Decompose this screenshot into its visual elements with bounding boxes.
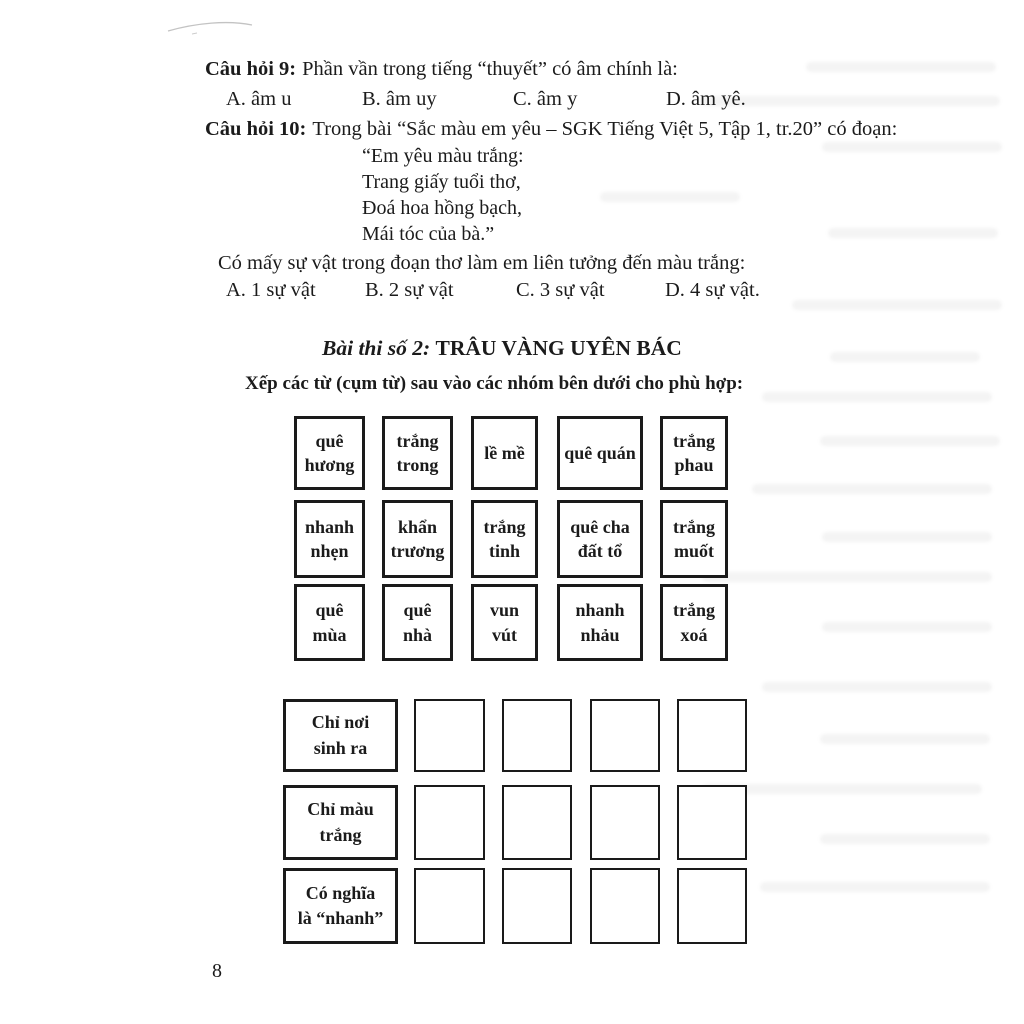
answer-slot <box>677 868 747 944</box>
word-card: quê cha đất tổ <box>557 500 643 578</box>
poem-line-1: “Em yêu màu trắng: <box>362 145 524 167</box>
answer-slot <box>502 785 572 860</box>
word-card: trắng xoá <box>660 584 728 661</box>
question-9-option-b: B. âm uy <box>362 88 437 110</box>
answer-slot <box>590 699 660 772</box>
question-10-label: Câu hỏi 10: <box>205 118 307 140</box>
question-10-line <box>205 117 897 143</box>
bleed-through-artifact <box>760 882 990 892</box>
question-10-option-a: A. 1 sự vật <box>226 279 316 301</box>
answer-slot <box>590 868 660 944</box>
word-card: nhanh nhảu <box>557 584 643 661</box>
bleed-through-artifact <box>600 192 740 202</box>
question-9-line <box>205 57 678 83</box>
word-card: quê nhà <box>382 584 453 661</box>
word-card: khẩn trương <box>382 500 453 578</box>
answer-slot <box>414 699 485 772</box>
question-9-label: Câu hỏi 9: <box>205 58 297 80</box>
bleed-through-artifact <box>762 682 992 692</box>
section-title-prefix: Bài thi số 2: <box>322 336 436 360</box>
word-card: nhanh nhẹn <box>294 500 365 578</box>
bleed-through-artifact <box>822 142 1002 152</box>
word-card: lề mề <box>471 416 538 490</box>
question-10-prompt: Có mấy sự vật trong đoạn thơ làm em liên tưởng đến màu trắng: <box>218 252 746 274</box>
bleed-through-artifact <box>806 62 996 72</box>
answer-slot <box>414 785 485 860</box>
answer-slot <box>502 868 572 944</box>
poem-line-2: Trang giấy tuổi thơ, <box>362 171 521 193</box>
question-10-option-d: D. 4 sự vật. <box>665 279 760 301</box>
bleed-through-artifact <box>830 352 980 362</box>
scan-scratch-artifact <box>0 0 1024 60</box>
question-9-option-a: A. âm u <box>226 88 292 110</box>
word-card: quê quán <box>557 416 643 490</box>
category-label: Chỉ nơi sinh ra <box>283 699 398 772</box>
answer-slot <box>677 699 747 772</box>
poem-line-4: Mái tóc của bà.” <box>362 223 495 245</box>
section-instruction: Xếp các từ (cụm từ) sau vào các nhóm bên dưới cho phù hợp: <box>245 373 744 394</box>
word-card: quê hương <box>294 416 365 490</box>
answer-slot <box>590 785 660 860</box>
word-card: trắng muốt <box>660 500 728 578</box>
bleed-through-artifact <box>822 622 992 632</box>
word-card: vun vút <box>471 584 538 661</box>
question-10-text: Trong bài “Sắc màu em yêu – SGK Tiếng Việt 5, Tập 1, tr.20” có đoạn: <box>312 118 898 140</box>
answer-slot <box>414 868 485 944</box>
poem-line-3: Đoá hoa hồng bạch, <box>362 197 522 219</box>
word-card: trắng phau <box>660 416 728 490</box>
category-label: Chỉ màu trắng <box>283 785 398 860</box>
bleed-through-artifact <box>820 834 990 844</box>
bleed-through-artifact <box>820 734 990 744</box>
bleed-through-artifact <box>822 532 992 542</box>
answer-slot <box>677 785 747 860</box>
bleed-through-artifact <box>762 392 992 402</box>
answer-slot <box>502 699 572 772</box>
page-number: 8 <box>212 960 222 982</box>
word-card: quê mùa <box>294 584 365 661</box>
word-card: trắng tinh <box>471 500 538 578</box>
bleed-through-artifact <box>820 436 1000 446</box>
bleed-through-artifact <box>752 484 992 494</box>
section-title <box>322 336 682 361</box>
category-label: Có nghĩa là “nhanh” <box>283 868 398 944</box>
section-title-main: TRÂU VÀNG UYÊN BÁC <box>435 336 682 360</box>
bleed-through-artifact <box>828 228 998 238</box>
bleed-through-artifact <box>702 572 992 582</box>
word-card: trắng trong <box>382 416 453 490</box>
question-9-option-d: D. âm yê. <box>666 88 746 110</box>
question-9-text: Phần vần trong tiếng “thuyết” có âm chính là: <box>302 58 678 80</box>
bleed-through-artifact <box>792 300 1002 310</box>
question-9-option-c: C. âm y <box>513 88 578 110</box>
question-10-option-b: B. 2 sự vật <box>365 279 454 301</box>
question-10-option-c: C. 3 sự vật <box>516 279 605 301</box>
